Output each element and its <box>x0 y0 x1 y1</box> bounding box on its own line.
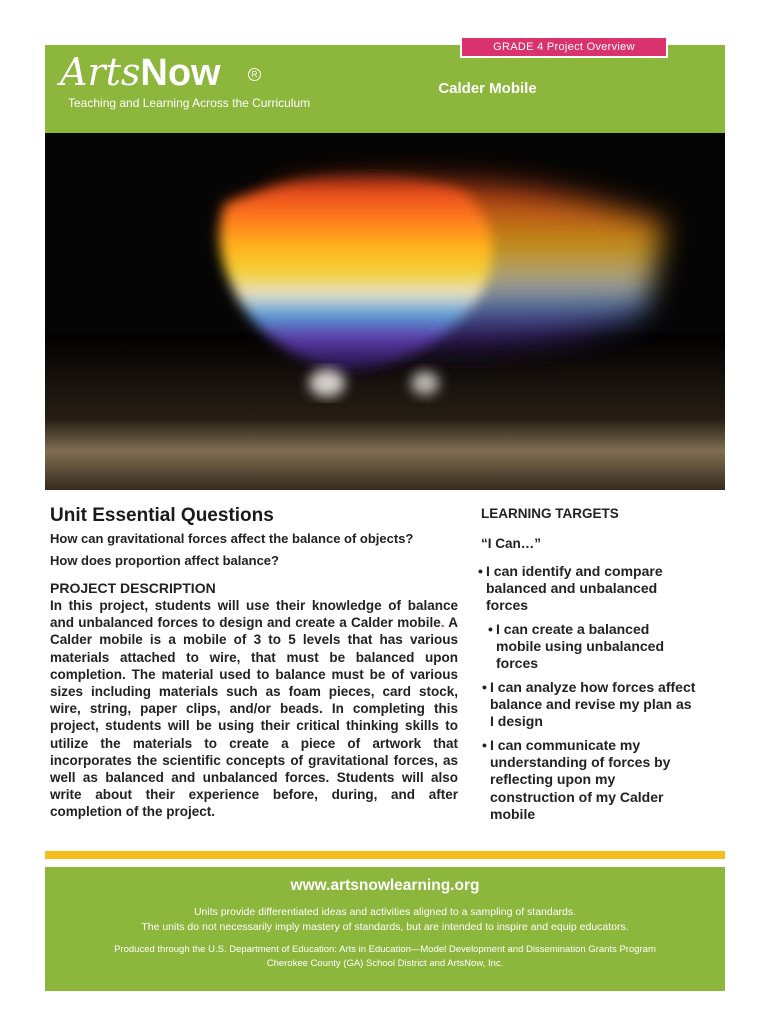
bullet-icon: • <box>478 563 483 579</box>
project-description-part-2: A Calder mobile is a mobile of 3 to 5 levels that has various materials attached to wire, that must be balanced upon completion. The material used to balance must be of various sizes including materials such as foam pieces, card stock, wire, string, paper clips, and/or beads. In completing this project, students will be using their critical thinking skills to utilize the materials to create a piece of artwork that incorporates the scientific concepts of gravitational forces, as well as balanced and unbalanced forces. Students will also write about their experience before, during, and after completion of the project. <box>50 615 459 820</box>
essential-question-2: How does proportion affect balance? <box>50 553 279 568</box>
logo-name-arts: Arts <box>60 50 141 94</box>
footer-credit-1: Produced through the U.S. Department of Education: Arts in Education—Model Development and Dissemination Grants Program <box>114 944 656 955</box>
project-description-part-1: In this project, students will use their knowledge of balance and unbalanced forces to design and create a Calder mobile <box>50 598 458 631</box>
registered-mark: R <box>248 68 261 81</box>
project-description-heading: PROJECT DESCRIPTION <box>50 580 216 596</box>
logo-name-now: Now <box>140 52 221 94</box>
learning-target <box>482 679 697 731</box>
grade-tab: GRADE 4 Project Overview <box>460 36 668 58</box>
logo-name <box>60 50 221 95</box>
logo-tagline: Teaching and Learning Across the Curriculum <box>68 96 311 110</box>
learning-target-text: I can create a balanced mobile using unbalanced forces <box>496 621 665 672</box>
yellow-divider <box>45 851 725 859</box>
project-description <box>50 597 458 821</box>
essential-question-1: How can gravitational forces affect the balance of objects? <box>50 531 414 546</box>
website-link[interactable]: www.artsnowlearning.org <box>290 877 480 894</box>
learning-target <box>478 563 693 615</box>
learning-target-text: I can identify and compare balanced and unbalanced forces <box>486 563 663 614</box>
footer-banner <box>45 867 725 991</box>
project-title: Calder Mobile <box>438 80 537 97</box>
bullet-icon: • <box>488 621 493 637</box>
learning-targets-heading: LEARNING TARGETS <box>481 506 619 521</box>
bullet-icon: • <box>482 737 487 753</box>
learning-target-text: I can analyze how forces affect balance and revise my plan as I design <box>490 679 696 730</box>
learning-target <box>482 737 697 823</box>
footer-credit-2: Cherokee County (GA) School District and ArtsNow, Inc. <box>266 958 504 969</box>
footer-note-1: Units provide differentiated ideas and activities aligned to a sampling of standards. <box>193 906 577 918</box>
unit-questions-heading: Unit Essential Questions <box>50 505 274 526</box>
footer-note-2: The units do not necessarily imply mastery of standards, but are intended to inspire and equip educators. <box>141 921 629 933</box>
learning-target-text: I can communicate my understanding of forces by reflecting upon my construction of my Calder mobile <box>490 737 671 822</box>
learning-target <box>488 621 688 673</box>
spinning-top-illustration <box>45 133 725 490</box>
artsnow-logo <box>60 50 320 114</box>
bullet-icon: • <box>482 679 487 695</box>
spinning-top-photo <box>45 133 725 490</box>
pink-period: . <box>440 615 445 631</box>
i-can-intro: “I Can…” <box>481 536 542 551</box>
